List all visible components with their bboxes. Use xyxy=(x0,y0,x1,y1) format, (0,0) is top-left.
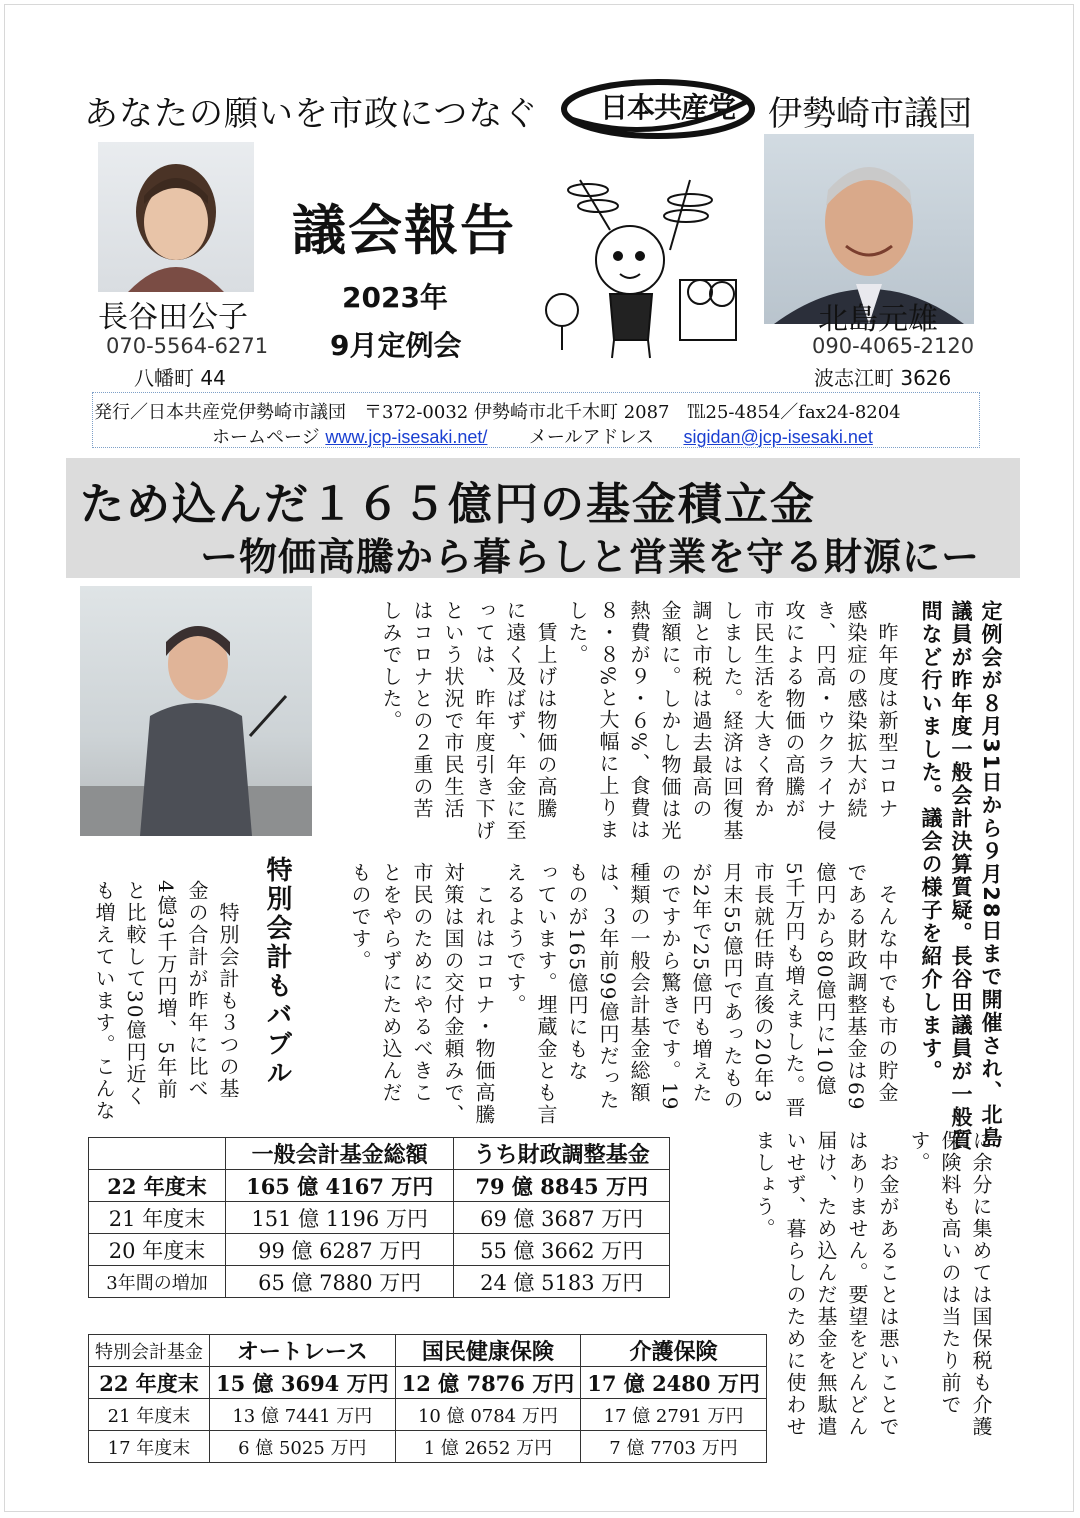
member-phone-right: 090-4065-2120 xyxy=(812,334,975,358)
table-row xyxy=(89,1202,670,1234)
table-cell: 69 億 3687 万円 xyxy=(454,1202,670,1234)
body-line: 月末55億円であったもの xyxy=(720,862,744,1112)
body-line: した。 xyxy=(565,600,589,666)
party-name: 日本共産党 xyxy=(600,91,736,124)
table-header-cell: うち財政調整基金 xyxy=(454,1138,670,1170)
slogan: あなたの願いを市政につなぐ xyxy=(84,94,539,134)
homepage-label: ホームページ xyxy=(212,427,320,448)
table-cell: 17 億 2791 万円 xyxy=(581,1399,767,1431)
lead-paragraph xyxy=(916,600,1006,1152)
body-line: 金の合計が昨年に比べ xyxy=(185,880,209,1100)
body-line: しました。経済は回復基 xyxy=(720,600,744,842)
body-middle xyxy=(344,862,902,1126)
body-line: 金額に。しかし物価は光 xyxy=(658,600,682,842)
table-header-cell: 国民健康保険 xyxy=(395,1335,581,1367)
body-line: が2年で25億円も増えた xyxy=(689,862,713,1105)
body-line: ８・８%と大幅に上りま xyxy=(596,600,620,842)
table-header-cell: 特別会計基金 xyxy=(89,1335,210,1367)
table-cell: 55 億 3662 万円 xyxy=(454,1234,670,1266)
table-cell: 15 億 3694 万円 xyxy=(210,1367,396,1399)
table-row xyxy=(89,1266,670,1298)
table-cell: 13 億 7441 万円 xyxy=(210,1399,396,1431)
headline-main: ため込んだ１６５億円の基金積立金 xyxy=(80,479,816,530)
table-cell: 7 億 7703 万円 xyxy=(581,1431,767,1463)
table-header-cell: 介護保険 xyxy=(581,1335,767,1367)
table-row xyxy=(89,1170,670,1202)
report-title: 議会報告 xyxy=(292,199,516,262)
table-cell: 21 年度末 xyxy=(89,1399,210,1431)
table-header-row xyxy=(89,1138,670,1170)
body-line: そんな中でも市の貯金 xyxy=(875,862,899,1104)
body-line: も増えています。こんな xyxy=(92,880,116,1122)
body-line: 昨年度は新型コロナ xyxy=(875,600,899,820)
report-session: 9月定例会 xyxy=(330,329,462,362)
body-line: はコロナとの２重の苦 xyxy=(410,600,434,820)
table-cell: 3年間の増加 xyxy=(89,1266,226,1298)
body-line: のですから驚きです。19 xyxy=(658,862,682,1112)
body-line: す。 xyxy=(907,1130,931,1174)
lead-line: 定例会が８月31日から９月28日まで開催され、北島 xyxy=(979,600,1003,1150)
table-cell: 151 億 1196 万円 xyxy=(226,1202,454,1234)
body-top xyxy=(375,600,902,850)
body-line: っています。埋蔵金とも言 xyxy=(534,862,558,1126)
table-cell: 20 年度末 xyxy=(89,1234,226,1266)
body-line: である財政調整基金は69 xyxy=(844,862,868,1112)
table-row xyxy=(89,1431,767,1463)
special-heading: 特別会計もバブル xyxy=(262,856,292,1088)
table-cell: 165 億 4167 万円 xyxy=(226,1170,454,1202)
group-name: 伊勢崎市議団 xyxy=(768,94,972,134)
body-line: 市民生活を大きく脅か xyxy=(751,600,775,820)
body-line: 億円から80億円に10億 xyxy=(813,862,837,1097)
mascot-illustration xyxy=(540,160,750,370)
body-line: 賃上げは物価の高騰 xyxy=(534,600,558,820)
table-cell: 22 年度末 xyxy=(89,1367,210,1399)
mail-label: メールアドレス xyxy=(528,427,655,448)
special-body xyxy=(88,880,243,1122)
body-line: 感染症の感染拡大が続 xyxy=(844,600,868,820)
member-name-right: 北島元雄 xyxy=(818,302,938,337)
body-line: 種類の一般会計基金総額 xyxy=(627,862,651,1104)
table-cell: 1 億 2652 万円 xyxy=(395,1431,581,1463)
body-line: に余分に集めては国保税も介護 xyxy=(969,1130,993,1438)
body-line: とをやらずにため込んだ xyxy=(379,862,403,1104)
member-address-right: 波志江町 3626 xyxy=(814,366,952,390)
table-cell: 10 億 0784 万円 xyxy=(395,1399,581,1431)
table-header-row xyxy=(89,1335,767,1367)
table-cell: 12 億 7876 万円 xyxy=(395,1367,581,1399)
lead-line: 問など行いました。議会の様子を紹介します。 xyxy=(919,600,943,1083)
table-cell: 99 億 6287 万円 xyxy=(226,1234,454,1266)
body-line: 保険料も高いのは当たり前で xyxy=(938,1130,962,1416)
table-cell: 21 年度末 xyxy=(89,1202,226,1234)
body-line: 届け、ため込んだ基金を無駄遣 xyxy=(814,1130,838,1438)
member-address-left: 八幡町 44 xyxy=(134,366,226,390)
table-cell: 22 年度末 xyxy=(89,1170,226,1202)
body-line: 5千万円も増えました。晋 xyxy=(782,862,806,1119)
report-year: 2023年 xyxy=(342,281,448,314)
body-line: と比較して30億円近く xyxy=(123,880,147,1108)
mail-link[interactable]: sigidan@jcp-isesaki.net xyxy=(683,427,873,447)
body-line: 特別会計も３つの基 xyxy=(216,880,240,1100)
body-line: 4億3千万円増、5年前 xyxy=(154,880,178,1101)
body-line: えるようです。 xyxy=(503,862,527,1016)
body-line: はありません。要望をどんどん xyxy=(845,1130,869,1438)
publisher-contact xyxy=(212,423,873,449)
table-cell: 24 億 5183 万円 xyxy=(454,1266,670,1298)
publisher-address: 発行／日本共産党伊勢崎市議団 〒372-0032 伊勢崎市北千木町 2087 ℡25-4854／fax24-8204 xyxy=(94,402,901,423)
body-line: 熱費が９・６%、食費は xyxy=(627,600,651,842)
body-line: お金があることは悪いことで xyxy=(876,1130,900,1438)
body-line: 攻による物価の高騰が xyxy=(782,600,806,820)
general-fund-table xyxy=(88,1137,670,1298)
table-cell: 65 億 7880 万円 xyxy=(226,1266,454,1298)
table-header-cell: 一般会計基金総額 xyxy=(226,1138,454,1170)
table-row xyxy=(89,1367,767,1399)
body-right xyxy=(748,1130,996,1490)
table-cell: 17 億 2480 万円 xyxy=(581,1367,767,1399)
body-line: っては、昨年度引き下げ xyxy=(472,600,496,842)
body-line: 市民のためにやるべきこ xyxy=(410,862,434,1104)
headline-sub: ー物価高騰から暮らしと営業を守る財源にー xyxy=(200,535,981,579)
special-fund-table xyxy=(88,1334,767,1463)
body-line: 対策は国の交付金頼みで、 xyxy=(441,862,465,1126)
body-line: ましょう。 xyxy=(752,1130,776,1240)
lead-line: 議員が昨年度一般会計決算質疑。長谷田議員が一般質 xyxy=(949,600,973,1152)
table-header-cell xyxy=(89,1138,226,1170)
table-cell: 79 億 8845 万円 xyxy=(454,1170,670,1202)
speaker-photo xyxy=(80,586,312,836)
member-phone-left: 070-5564-6271 xyxy=(106,334,269,358)
body-line: これはコロナ・物価高騰 xyxy=(472,862,496,1126)
body-line: という状況で市民生活 xyxy=(441,600,465,820)
table-row xyxy=(89,1234,670,1266)
body-line: しみでした。 xyxy=(379,600,403,732)
body-line: に遠く及ばず、年金に至 xyxy=(503,600,527,842)
table-cell: 6 億 5025 万円 xyxy=(210,1431,396,1463)
member-name-left: 長谷田公子 xyxy=(98,300,248,335)
body-line: は、３年前99億円だった xyxy=(596,862,620,1112)
body-line: ものが165億円にもな xyxy=(565,862,589,1083)
homepage-link[interactable]: www.jcp-isesaki.net/ xyxy=(325,427,488,447)
table-row xyxy=(89,1399,767,1431)
member-photo-left xyxy=(98,142,254,292)
body-line: 市長就任時直後の20年3 xyxy=(751,862,775,1105)
body-line: 調と市税は過去最高の xyxy=(689,600,713,820)
body-line: ものです。 xyxy=(348,862,372,972)
body-line: き、円高・ウクライナ侵 xyxy=(813,600,837,842)
table-cell: 17 年度末 xyxy=(89,1431,210,1463)
body-line: いせず、暮らしのために使わせ xyxy=(783,1130,807,1438)
table-header-cell: オートレース xyxy=(210,1335,396,1367)
